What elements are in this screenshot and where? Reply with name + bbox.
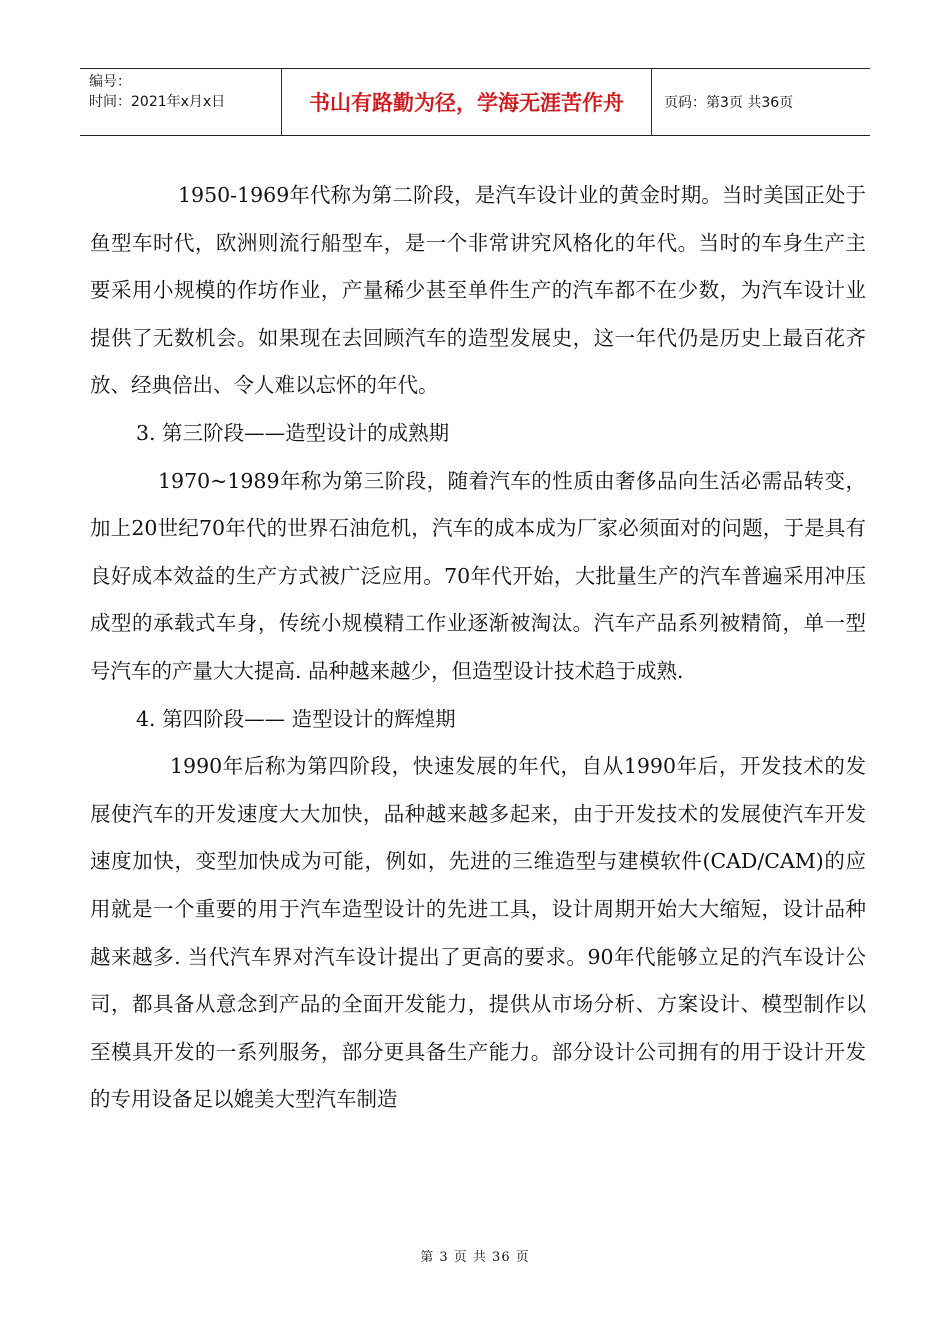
document-number-label: 编号： bbox=[89, 74, 131, 90]
header-page-info: 页码：第3页 共36页 bbox=[664, 95, 794, 111]
paragraph-stage-two: 1950-1969年代称为第二阶段，是汽车设计业的黄金时期。当时美国正处于鱼型车时代，欧洲则流行船型车，是一个非常讲究风格化的年代。当时的车身生产主要采用小规模的作坊作业，产量稀少甚至单件生产的汽车都不在少数，为汽车设计业提供了无数机会。如果现在去回顾汽车的造型发展史，这一年代仍是历史上最百花齐放、经典倍出、令人难以忘怀的年代。 bbox=[90, 183, 866, 398]
header-motto: 书山有路勤为径，学海无涯苦作舟 bbox=[282, 69, 652, 135]
document-date: 时间：2021年x月x日 bbox=[89, 94, 226, 110]
document-body bbox=[90, 172, 866, 1124]
heading-stage-three: 3. 第三阶段——造型设计的成熟期 bbox=[136, 420, 450, 445]
page-header bbox=[80, 68, 870, 136]
heading-stage-four: 4. 第四阶段—— 造型设计的辉煌期 bbox=[136, 706, 456, 731]
page-footer: 第 3 页 共 36 页 bbox=[420, 1250, 530, 1265]
paragraph-stage-three: 1970~1989年称为第三阶段，随着汽车的性质由奢侈品向生活必需品转变，加上20世纪70年代的世界石油危机，汽车的成本成为厂家必须面对的问题，于是具有良好成本效益的生产方式被广泛应用。70年代开始，大批量生产的汽车普遍采用冲压成型的承载式车身，传统小规模精工作业逐渐被淘汰。汽车产品系列被精简，单一型号汽车的产量大大提高. 品种越来越少，但造型设计技术趋于成熟. bbox=[90, 468, 866, 683]
paragraph-stage-four: 1990年后称为第四阶段，快速发展的年代，自从1990年后，开发技术的发展使汽车的开发速度大大加快，品种越来越多起来，由于开发技术的发展使汽车开发速度加快，变型加快成为可能，例如，先进的三维造型与建模软件(CAD/CAM)的应用就是一个重要的用于汽车造型设计的先进工具，设计周期开始大大缩短，设计品种越来越多. 当代汽车界对汽车设计提出了更高的要求。90年代能够立足的汽车设计公司，都具备从意念到产品的全面开发能力，提供从市场分析、方案设计、模型制作以至模具开发的一系列服务，部分更具备生产能力。部分设计公司拥有的用于设计开发的专用设备足以媲美大型汽车制造 bbox=[90, 754, 866, 1112]
header-meta bbox=[80, 69, 282, 135]
